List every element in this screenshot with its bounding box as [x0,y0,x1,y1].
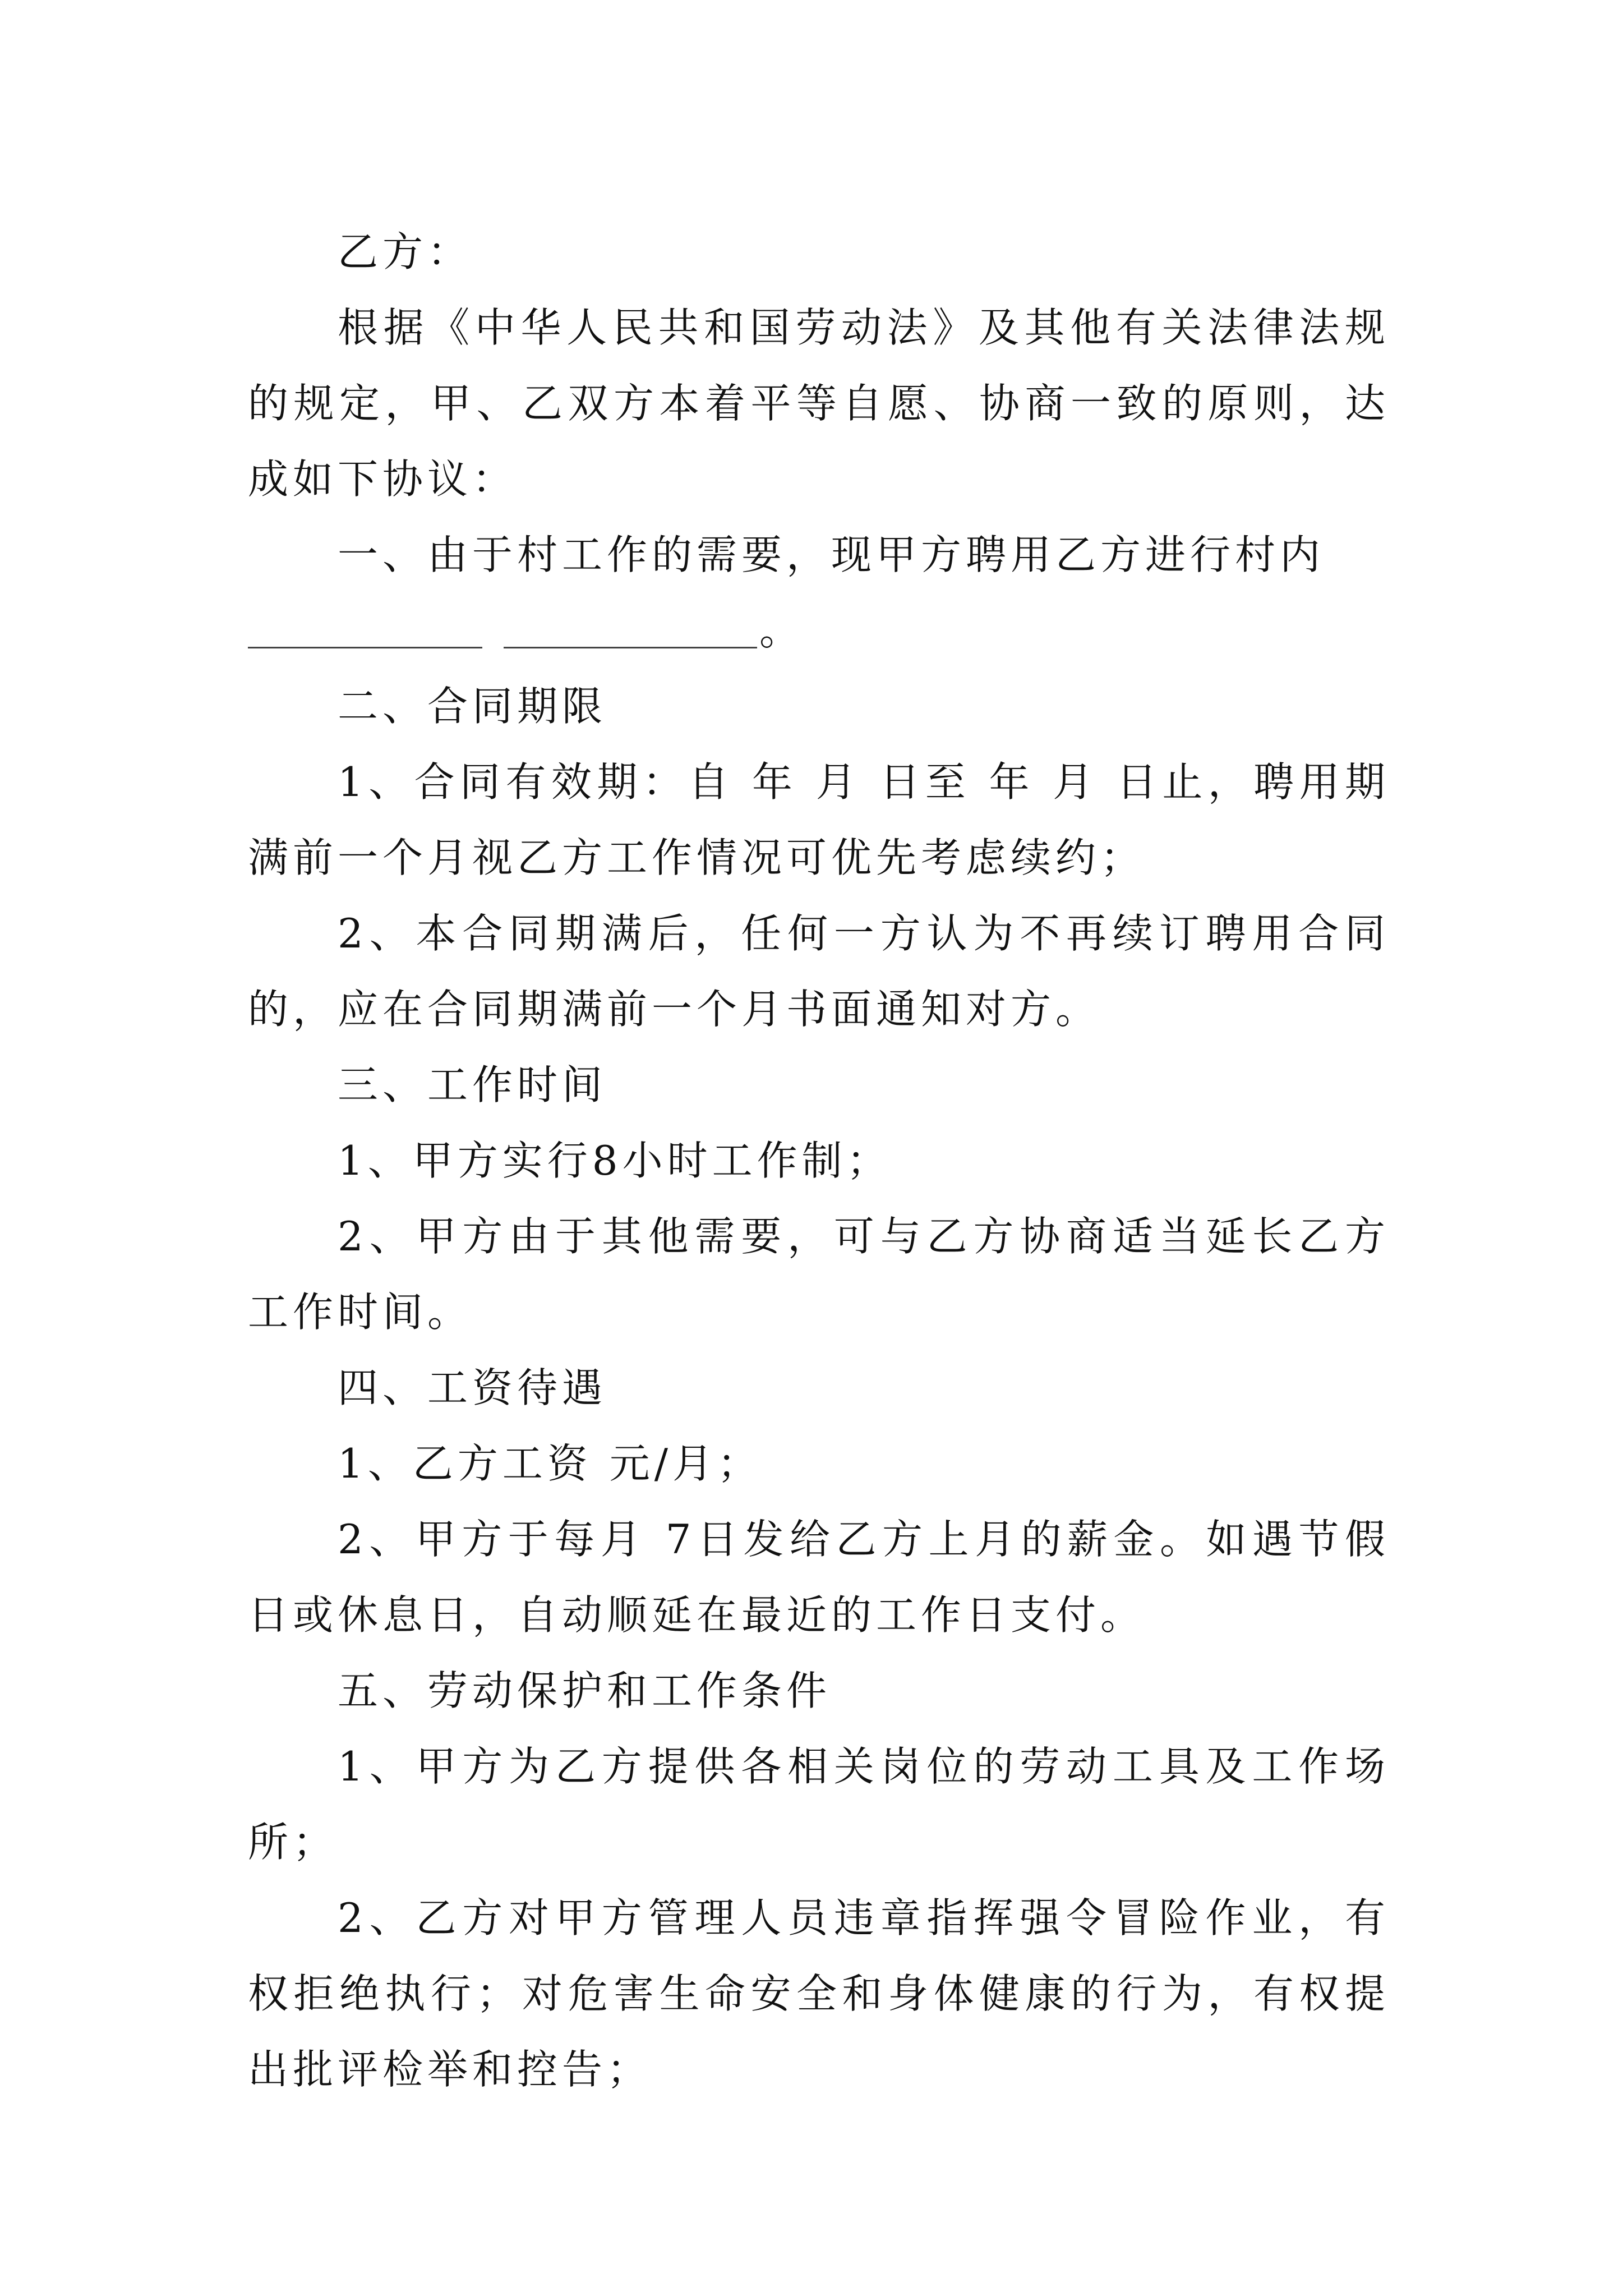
term-item-1: 1、合同有效期：自 年 月 日至 年 月 日止，聘用期满前一个月视乙方工作情况可优先考虑续约； [248,758,1390,881]
hours-item-1: 1、甲方实行8小时工作制； [338,1137,892,1184]
hours-item-2: 2、甲方由于其他需要，可与乙方协商适当延长乙方工作时间。 [248,1213,1390,1336]
blank-underline [504,647,757,648]
blank-line-period: 。 [759,607,805,654]
section-heading-hours: 三、工作时间 [338,1061,607,1108]
section-heading-term: 二、合同期限 [338,683,607,730]
wages-item-1: 1、乙方工资 元/月； [338,1440,762,1487]
protection-item-2: 2、乙方对甲方管理人员违章指挥强令冒险作业，有权拒绝执行；对危害生命安全和身体健康的行为，有权提出批评检举和控告； [248,1894,1390,2093]
contract-body [248,214,1390,2108]
section-heading-wages: 四、工资待遇 [338,1364,607,1411]
fill-in-blank-line [248,593,1390,669]
party-b-label: 乙方： [338,228,473,275]
clause-1-paragraph: 一、由于村工作的需要，现甲方聘用乙方进行村内 [338,531,1325,578]
term-item-2: 2、本合同期满后，任何一方认为不再续订聘用合同的，应在合同期满前一个月书面通知对方。 [248,910,1390,1033]
preamble-paragraph: 根据《中华人民共和国劳动法》及其他有关法律法规的规定，甲、乙双方本着平等自愿、协商一致的原则，达成如下协议： [248,304,1390,503]
protection-item-1: 1、甲方为乙方提供各相关岗位的劳动工具及工作场所； [248,1743,1390,1866]
blank-underline [248,647,482,648]
section-heading-protection: 五、劳动保护和工作条件 [338,1667,832,1714]
wages-item-2: 2、甲方于每月 7日发给乙方上月的薪金。如遇节假日或休息日，自动顺延在最近的工作日支付。 [248,1516,1390,1639]
